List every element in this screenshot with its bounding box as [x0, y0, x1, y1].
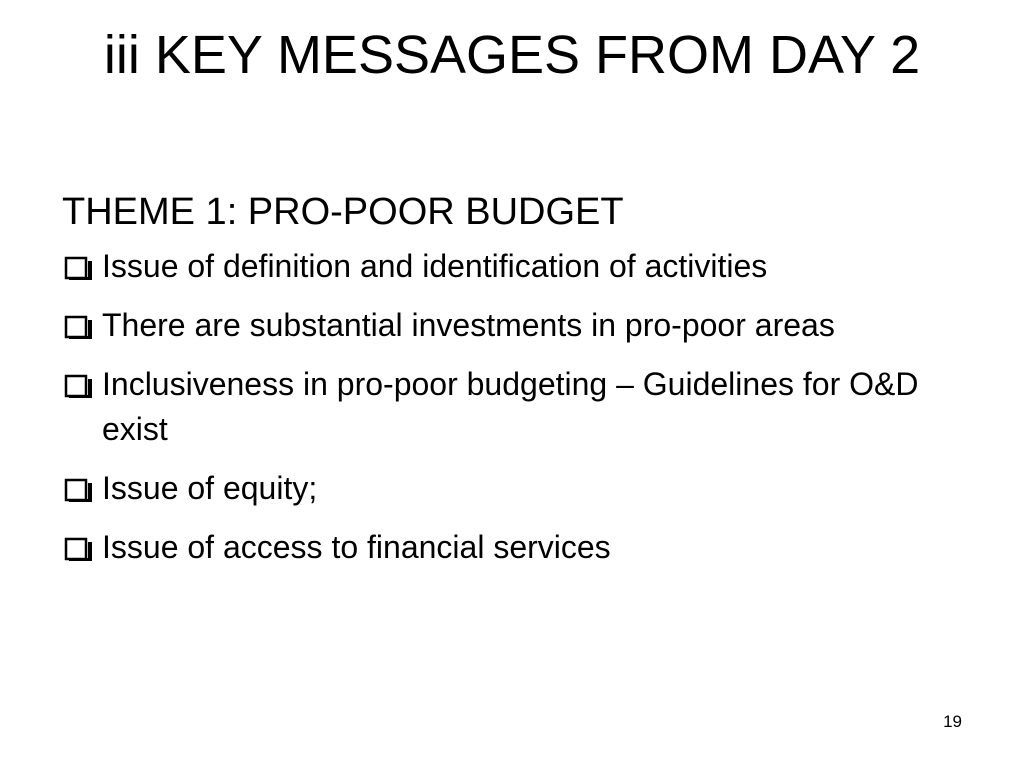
bullet-list — [62, 244, 962, 570]
list-item — [62, 244, 962, 289]
checkbox-square-icon — [64, 478, 98, 502]
list-item — [62, 362, 962, 452]
slide-title: iii KEY MESSAGES FROM DAY 2 — [103, 25, 921, 85]
bullet-text: Inclusiveness in pro-poor budgeting – Guidelines for O&D exist — [102, 366, 919, 447]
bullet-text: Issue of equity; — [102, 470, 318, 506]
slide-content — [62, 186, 962, 584]
bullet-text: Issue of access to financial services — [102, 529, 611, 565]
page-number: 19 — [943, 712, 962, 731]
checkbox-square-icon — [64, 315, 98, 339]
checkbox-square-icon — [64, 537, 98, 561]
checkbox-square-icon — [64, 374, 98, 398]
list-item — [62, 525, 962, 570]
checkbox-square-icon — [64, 256, 98, 280]
list-item — [62, 466, 962, 511]
theme-heading: THEME 1: PRO-POOR BUDGET — [62, 191, 624, 233]
bullet-text: Issue of definition and identification of activities — [102, 248, 768, 284]
list-item — [62, 303, 962, 348]
bullet-text: There are substantial investments in pro-poor areas — [102, 307, 835, 343]
